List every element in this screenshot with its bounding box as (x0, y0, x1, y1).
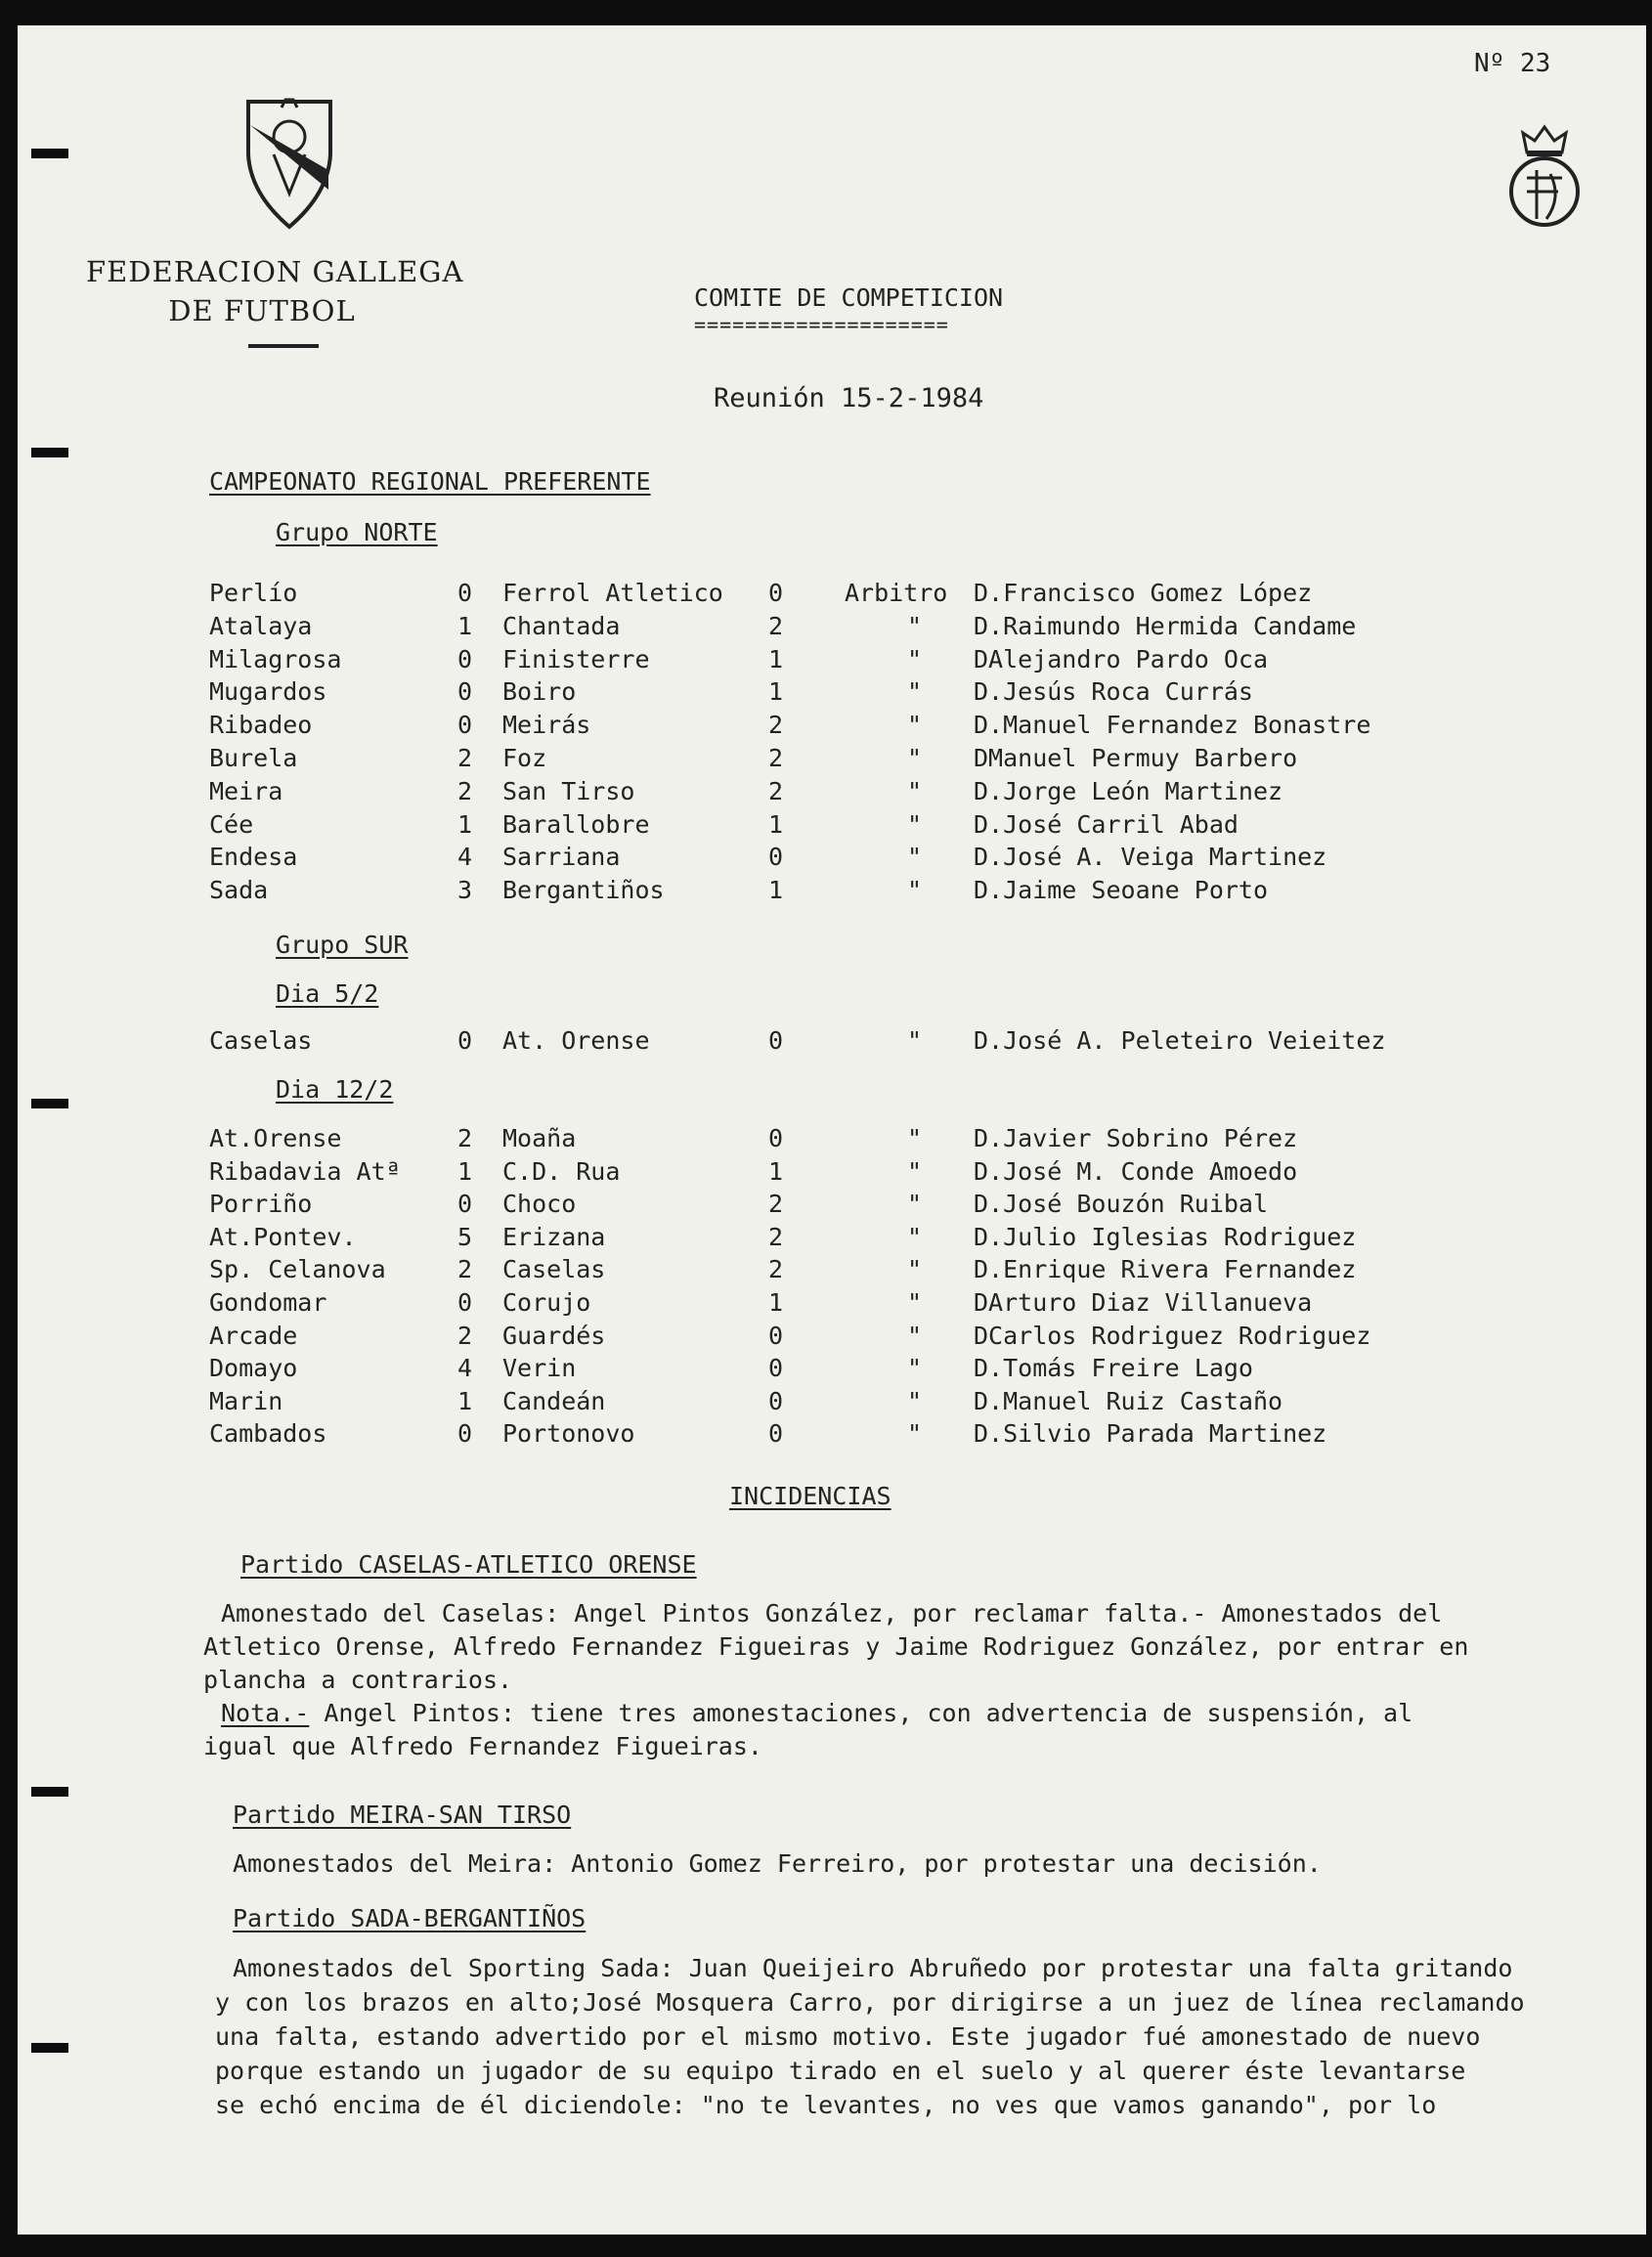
section-text (215, 1951, 1525, 2122)
away-team: C.D. Rua (502, 1156, 621, 1186)
referee-name: D.José M. Conde Amoedo (974, 1156, 1298, 1186)
home-score: 0 (457, 1288, 473, 1317)
away-team: Sarriana (502, 843, 621, 872)
away-score: 0 (768, 1124, 784, 1152)
referee-label: " (907, 843, 923, 872)
match-row (18, 876, 1582, 907)
document-number: Nº 23 (1474, 49, 1551, 78)
away-score: 0 (768, 579, 784, 607)
home-score: 0 (457, 1026, 473, 1055)
referee-label: " (907, 1386, 923, 1415)
incidencias-title: INCIDENCIAS (729, 1482, 891, 1510)
text-line: Amonestado del Caselas: Angel Pintos González, por reclamar falta.- Amonestados del (221, 1599, 1443, 1628)
referee-label: " (907, 1288, 923, 1317)
referee-name: D.José Carril Abad (974, 809, 1239, 839)
referee-name: DCarlos Rodriguez Rodriguez (974, 1321, 1371, 1350)
away-score: 2 (768, 611, 784, 640)
championship-title: CAMPEONATO REGIONAL PREFERENTE (209, 467, 651, 496)
group-sur-label: Grupo SUR (276, 931, 409, 959)
referee-label: " (907, 876, 923, 905)
match-row (18, 1223, 1582, 1254)
away-team: Guardés (502, 1321, 606, 1350)
away-score: 2 (768, 1190, 784, 1219)
home-team: Cée (209, 809, 254, 839)
referee-label: " (907, 711, 923, 740)
away-score: 0 (768, 1386, 784, 1415)
home-score: 1 (457, 1156, 473, 1186)
away-team: At. Orense (502, 1026, 650, 1055)
away-score: 1 (768, 677, 784, 707)
referee-label: " (907, 1354, 923, 1383)
home-score: 2 (457, 1321, 473, 1350)
away-team: Bergantiños (502, 876, 665, 905)
referee-label: " (907, 611, 923, 640)
referee-name: D.José A. Peleteiro Veieitez (974, 1026, 1386, 1055)
referee-name: DArturo Diaz Villanueva (974, 1288, 1313, 1317)
match-row (18, 810, 1582, 842)
federation-name (86, 252, 464, 330)
match-row (18, 843, 1582, 874)
match-row (18, 1288, 1582, 1320)
home-score: 1 (457, 611, 473, 640)
section-heading: Partido MEIRA-SAN TIRSO (233, 1801, 572, 1829)
home-score: 0 (457, 579, 473, 607)
text-line: y con los brazos en alto;José Mosquera Carro, por dirigirse a un juez de línea reclamando (215, 1988, 1525, 2017)
away-team: Portonovo (502, 1419, 635, 1449)
away-team: Meirás (502, 711, 591, 740)
text-line: plancha a contrarios. (203, 1666, 513, 1694)
home-team: Ribadavia Atª (209, 1156, 401, 1186)
home-team: At.Orense (209, 1124, 342, 1152)
section-text (203, 1597, 1469, 1763)
committee-title: COMITE DE COMPETICION (694, 283, 1004, 312)
referee-label: " (907, 1124, 923, 1152)
section-heading: Partido SADA-BERGANTIÑOS (233, 1904, 587, 1932)
home-score: 0 (457, 644, 473, 673)
referee-label: " (907, 1156, 923, 1186)
text-line: porque estando un jugador de su equipo tirado en el suelo y al querer éste levantarse (215, 2057, 1466, 2085)
referee-name: D.Manuel Ruiz Castaño (974, 1386, 1283, 1415)
home-team: Sada (209, 876, 269, 905)
referee-name: D.Francisco Gomez López (974, 579, 1313, 607)
section-text (233, 1847, 1322, 1881)
binder-hole (31, 1787, 68, 1797)
home-score: 4 (457, 843, 473, 872)
note-line (221, 1697, 1468, 1730)
day-label-1: Dia 5/2 (276, 979, 379, 1008)
committee-title-underline: ==================== (694, 313, 949, 336)
crown-crest-logo (1503, 119, 1586, 233)
referee-name: D.Raimundo Hermida Candame (974, 611, 1357, 640)
match-row (18, 1157, 1582, 1189)
referee-name: D.Jorge León Martinez (974, 776, 1283, 805)
match-row (18, 1026, 1582, 1058)
home-score: 2 (457, 1124, 473, 1152)
home-score: 5 (457, 1222, 473, 1251)
home-team: At.Pontev. (209, 1222, 357, 1251)
away-score: 1 (768, 644, 784, 673)
referee-label: " (907, 809, 923, 839)
away-score: 0 (768, 1321, 784, 1350)
home-team: Meira (209, 776, 283, 805)
away-score: 2 (768, 1255, 784, 1284)
home-team: Endesa (209, 843, 298, 872)
referee-label: " (907, 744, 923, 772)
home-team: Ribadeo (209, 711, 313, 740)
match-row (18, 777, 1582, 808)
home-score: 3 (457, 876, 473, 905)
referee-label: " (907, 1255, 923, 1284)
referee-name: D.Enrique Rivera Fernandez (974, 1255, 1357, 1284)
referee-name: D.José A. Veiga Martinez (974, 843, 1327, 872)
away-score: 2 (768, 711, 784, 740)
federation-name-line1: FEDERACION GALLEGA (86, 255, 464, 288)
referee-name: DAlejandro Pardo Oca (974, 644, 1269, 673)
text-line: Amonestados del Meira: Antonio Gomez Ferreiro, por protestar una decisión. (233, 1849, 1322, 1878)
match-row (18, 645, 1582, 676)
section-heading: Partido CASELAS-ATLETICO ORENSE (240, 1550, 697, 1579)
home-score: 2 (457, 1255, 473, 1284)
home-score: 1 (457, 809, 473, 839)
binder-hole (31, 1099, 68, 1108)
away-team: Caselas (502, 1255, 606, 1284)
match-row (18, 744, 1582, 775)
home-team: Burela (209, 744, 298, 772)
away-score: 0 (768, 1419, 784, 1449)
referee-label: " (907, 1190, 923, 1219)
note-text: Angel Pintos: tiene tres amonestaciones, con advertencia de suspensión, al (309, 1699, 1413, 1727)
home-score: 2 (457, 776, 473, 805)
referee-name: D.Tomás Freire Lago (974, 1354, 1253, 1383)
away-score: 1 (768, 876, 784, 905)
referee-label: " (907, 677, 923, 707)
away-team: Erizana (502, 1222, 606, 1251)
match-row (18, 612, 1582, 643)
referee-name: D.Manuel Fernandez Bonastre (974, 711, 1371, 740)
away-team: Candeán (502, 1386, 606, 1415)
referee-label: " (907, 1321, 923, 1350)
away-score: 0 (768, 1026, 784, 1055)
away-team: Ferrol Atletico (502, 579, 723, 607)
text-line: igual que Alfredo Fernandez Figueiras. (203, 1732, 762, 1760)
away-score: 0 (768, 843, 784, 872)
away-score: 2 (768, 744, 784, 772)
referee-label: " (907, 644, 923, 673)
home-team: Milagrosa (209, 644, 342, 673)
away-team: Choco (502, 1190, 577, 1219)
federation-shield-logo (242, 96, 336, 233)
home-team: Perlío (209, 579, 298, 607)
home-team: Cambados (209, 1419, 327, 1449)
match-row (18, 1354, 1582, 1385)
home-team: Arcade (209, 1321, 298, 1350)
away-team: Moaña (502, 1124, 577, 1152)
home-team: Sp. Celanova (209, 1255, 386, 1284)
home-score: 0 (457, 1190, 473, 1219)
away-team: Corujo (502, 1288, 591, 1317)
referee-label: " (907, 1419, 923, 1449)
away-team: San Tirso (502, 776, 635, 805)
referee-label: " (907, 1222, 923, 1251)
federation-name-line2: DE FUTBOL (168, 294, 356, 327)
home-team: Gondomar (209, 1288, 327, 1317)
match-row (18, 711, 1582, 742)
federation-divider (248, 344, 319, 348)
text-line: se echó encima de él diciendole: "no te levantes, no ves que vamos ganando", por lo (215, 2091, 1437, 2119)
referee-label: Arbitro (845, 579, 948, 607)
away-score: 1 (768, 809, 784, 839)
away-score: 1 (768, 1156, 784, 1186)
match-row (18, 1322, 1582, 1353)
away-team: Boiro (502, 677, 577, 707)
text-line: Atletico Orense, Alfredo Fernandez Figueiras y Jaime Rodriguez González, por entrar en (203, 1632, 1469, 1661)
referee-name: D.Jaime Seoane Porto (974, 876, 1269, 905)
match-row (18, 1387, 1582, 1418)
match-row (18, 1124, 1582, 1155)
away-score: 2 (768, 1222, 784, 1251)
referee-label: " (907, 776, 923, 805)
referee-name: D.Silvio Parada Martinez (974, 1419, 1327, 1449)
binder-hole (31, 149, 68, 158)
away-score: 0 (768, 1354, 784, 1383)
home-score: 0 (457, 1419, 473, 1449)
away-team: Finisterre (502, 644, 650, 673)
home-team: Mugardos (209, 677, 327, 707)
home-team: Atalaya (209, 611, 313, 640)
home-score: 2 (457, 744, 473, 772)
home-team: Marin (209, 1386, 283, 1415)
home-team: Porriño (209, 1190, 313, 1219)
home-score: 0 (457, 711, 473, 740)
referee-name: D.Julio Iglesias Rodriguez (974, 1222, 1357, 1251)
away-team: Verin (502, 1354, 577, 1383)
referee-label: " (907, 1026, 923, 1055)
referee-name: D.Javier Sobrino Pérez (974, 1124, 1298, 1152)
text-line: una falta, estando advertido por el mismo motivo. Este jugador fué amonestado de nuevo (215, 2022, 1481, 2051)
group-norte-label: Grupo NORTE (276, 518, 438, 546)
away-team: Foz (502, 744, 547, 772)
binder-hole (31, 2043, 68, 2053)
away-score: 2 (768, 776, 784, 805)
match-row (18, 1419, 1582, 1451)
referee-name: DManuel Permuy Barbero (974, 744, 1298, 772)
match-row (18, 579, 1582, 610)
text-line: Amonestados del Sporting Sada: Juan Queijeiro Abruñedo por protestar una falta gritando (233, 1954, 1513, 1982)
note-label: Nota.- (221, 1699, 310, 1727)
home-team: Domayo (209, 1354, 298, 1383)
home-team: Caselas (209, 1026, 313, 1055)
match-row (18, 677, 1582, 709)
match-row (18, 1190, 1582, 1221)
meeting-date: Reunión 15-2-1984 (714, 383, 984, 413)
binder-hole (31, 448, 68, 457)
day-label-2: Dia 12/2 (276, 1075, 394, 1104)
document-page (18, 25, 1646, 2235)
referee-name: D.Jesús Roca Currás (974, 677, 1253, 707)
away-score: 1 (768, 1288, 784, 1317)
referee-name: D.José Bouzón Ruibal (974, 1190, 1269, 1219)
match-row (18, 1255, 1582, 1286)
away-team: Chantada (502, 611, 621, 640)
home-score: 1 (457, 1386, 473, 1415)
home-score: 4 (457, 1354, 473, 1383)
home-score: 0 (457, 677, 473, 707)
away-team: Barallobre (502, 809, 650, 839)
